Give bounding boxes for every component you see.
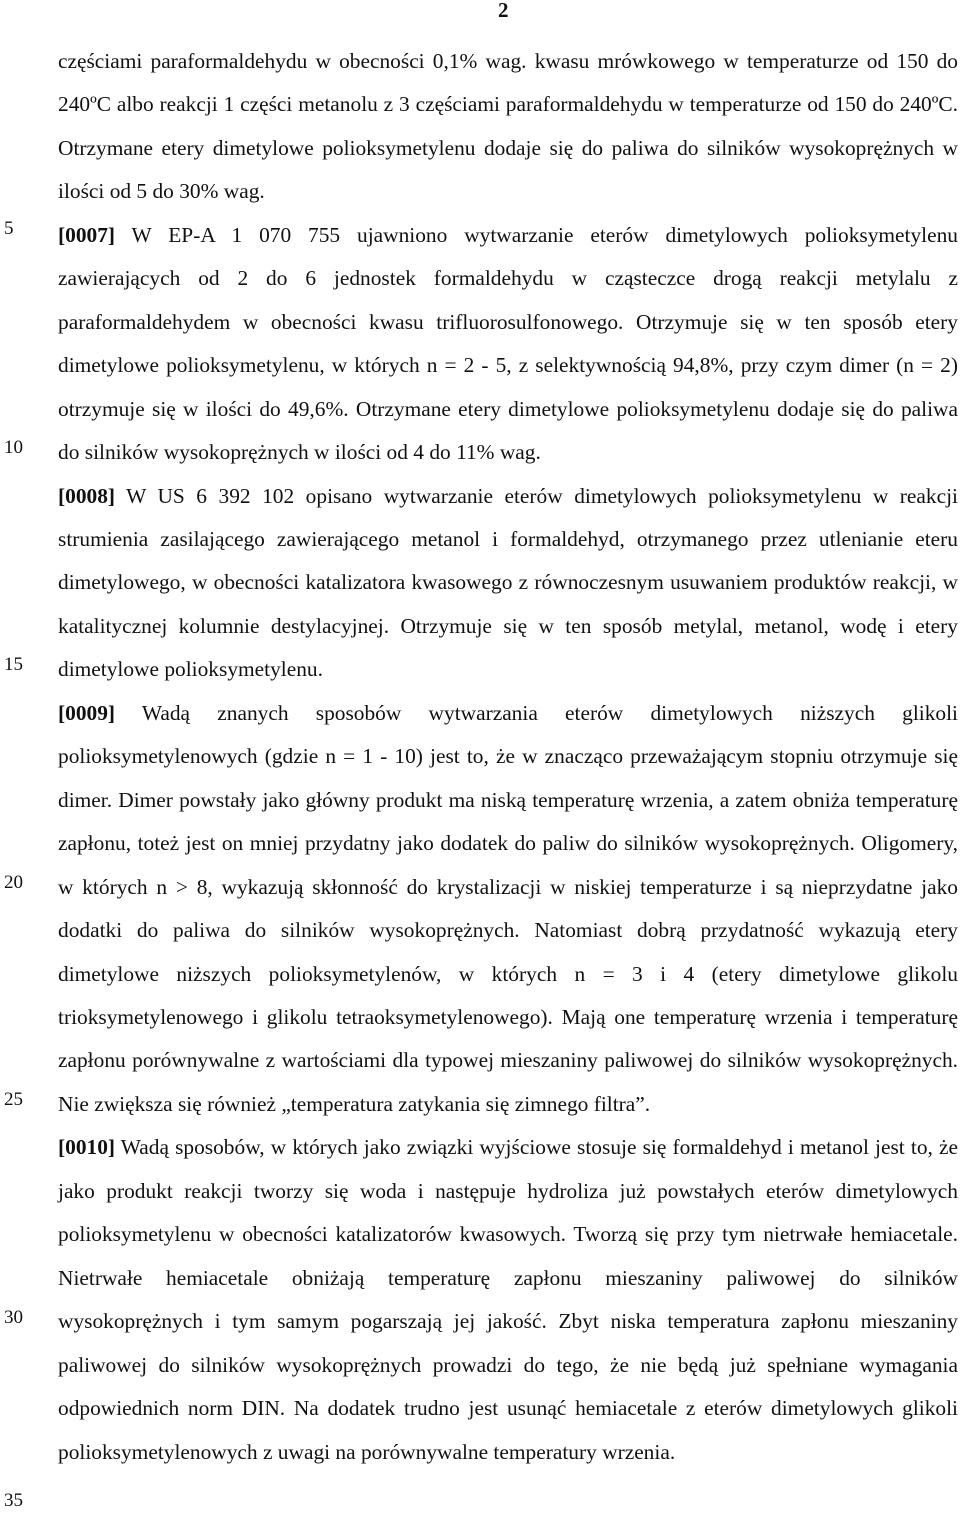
paragraph xyxy=(58,1126,958,1474)
document-body xyxy=(58,40,958,1474)
paragraph xyxy=(58,692,958,1127)
paragraph-text: Wadą sposobów, w których jako związki wyjściowe stosuje się formaldehyd i metanol jest to, że jako produkt reakcji tworzy się woda i następuje hydroliza już powstałych eterów dimetylowych polioksymetylenu w obecności katalizatorów kwasowych. Tworzą się przy tym nietrwałe hemiacetale. Nietrwałe hemiacetale obniżają temperaturę zapłonu mieszaniny paliwowej do silników wysokoprężnych i tym samym pogarszają jej jakość. Zbyt niska temperatura zapłonu mieszaniny paliwowej do silników wysokoprężnych prowadzi do tego, że nie będą już spełniane wymagania odpowiednich norm DIN. Na dodatek trudno jest usunąć hemiacetale z eterów dimetylowych glikoli polioksymetylenowych z uwagi na porównywalne temperatury wrzenia. xyxy=(58,1135,958,1464)
paragraph xyxy=(58,40,958,214)
paragraph-id: [0009] xyxy=(58,700,116,725)
paragraph-text: częściami paraformaldehydu w obecności 0,1% wag. kwasu mrówkowego w temperaturze od 150 do 240ºC albo reakcji 1 części metanolu z 3 częściami paraformaldehydu w temperaturze od 150 do 240ºC. Otrzymane etery dimetylowe polioksymetylenu dodaje się do paliwa do silników wysokoprężnych w ilości od 5 do 30% wag. xyxy=(58,49,958,204)
paragraph-text: W US 6 392 102 opisano wytwarzanie eterów dimetylowych polioksymetylenu w reakcji strumienia zasilającego zawierającego metanol i formaldehyd, otrzymanego przez utlenianie eteru dimetylowego, w obecności katalizatora kwasowego z równoczesnym usuwaniem produktów reakcji, w katalitycznej kolumnie destylacyjnej. Otrzymuje się w ten sposób metylal, metanol, wodę i etery dimetylowe polioksymetylenu. xyxy=(58,483,958,682)
line-number: 5 xyxy=(4,218,14,239)
line-number: 20 xyxy=(4,872,23,893)
paragraph-id: [0007] xyxy=(58,222,116,247)
line-number-column xyxy=(0,0,40,1515)
paragraph-id: [0008] xyxy=(58,483,116,508)
line-number: 30 xyxy=(4,1307,23,1328)
line-number: 35 xyxy=(4,1490,23,1511)
paragraph-text: W EP-A 1 070 755 ujawniono wytwarzanie eterów dimetylowych polioksymetylenu zawierających od 2 do 6 jednostek formaldehydu w cząsteczce drogą reakcji metylalu z paraformaldehydem w obecności kwasu trifluorosulfonowego. Otrzymuje się w ten sposób etery dimetylowe polioksymetylenu, w których n = 2 - 5, z selektywnością 94,8%, przy czym dimer (n = 2) otrzymuje się w ilości do 49,6%. Otrzymane etery dimetylowe polioksymetylenu dodaje się do paliwa do silników wysokoprężnych w ilości od 4 do 11% wag. xyxy=(58,222,959,465)
line-number: 10 xyxy=(4,437,23,458)
line-number: 25 xyxy=(4,1089,23,1110)
paragraph xyxy=(58,214,958,475)
line-number: 15 xyxy=(4,654,23,675)
page-number: 2 xyxy=(498,0,509,22)
paragraph-text: Wadą znanych sposobów wytwarzania eterów dimetylowych niższych glikoli polioksymetylenowych (gdzie n = 1 - 10) jest to, że w znacząco przeważającym stopniu otrzymuje się dimer. Dimer powstały jako główny produkt ma niską temperaturę wrzenia, a zatem obniża temperaturę zapłonu, toteż jest on mniej przydatny jako dodatek do paliw do silników wysokoprężnych. Oligomery, w których n > 8, wykazują skłonność do krystalizacji w niskiej temperaturze i są nieprzydatne jako dodatki do paliwa do silników wysokoprężnych. Natomiast dobrą przydatność wykazują etery dimetylowe niższych polioksymetylenów, w których n = 3 i 4 (etery dimetylowe glikolu trioksymetylenowego i glikolu tetraoksymetylenowego). Mają one temperaturę wrzenia i temperaturę zapłonu porównywalne z wartościami dla typowej mieszaniny paliwowej do silników wysokoprężnych. Nie zwiększa się również „temperatura zatykania się zimnego filtra”. xyxy=(58,700,958,1116)
paragraph xyxy=(58,475,958,692)
paragraph-id: [0010] xyxy=(58,1135,116,1160)
